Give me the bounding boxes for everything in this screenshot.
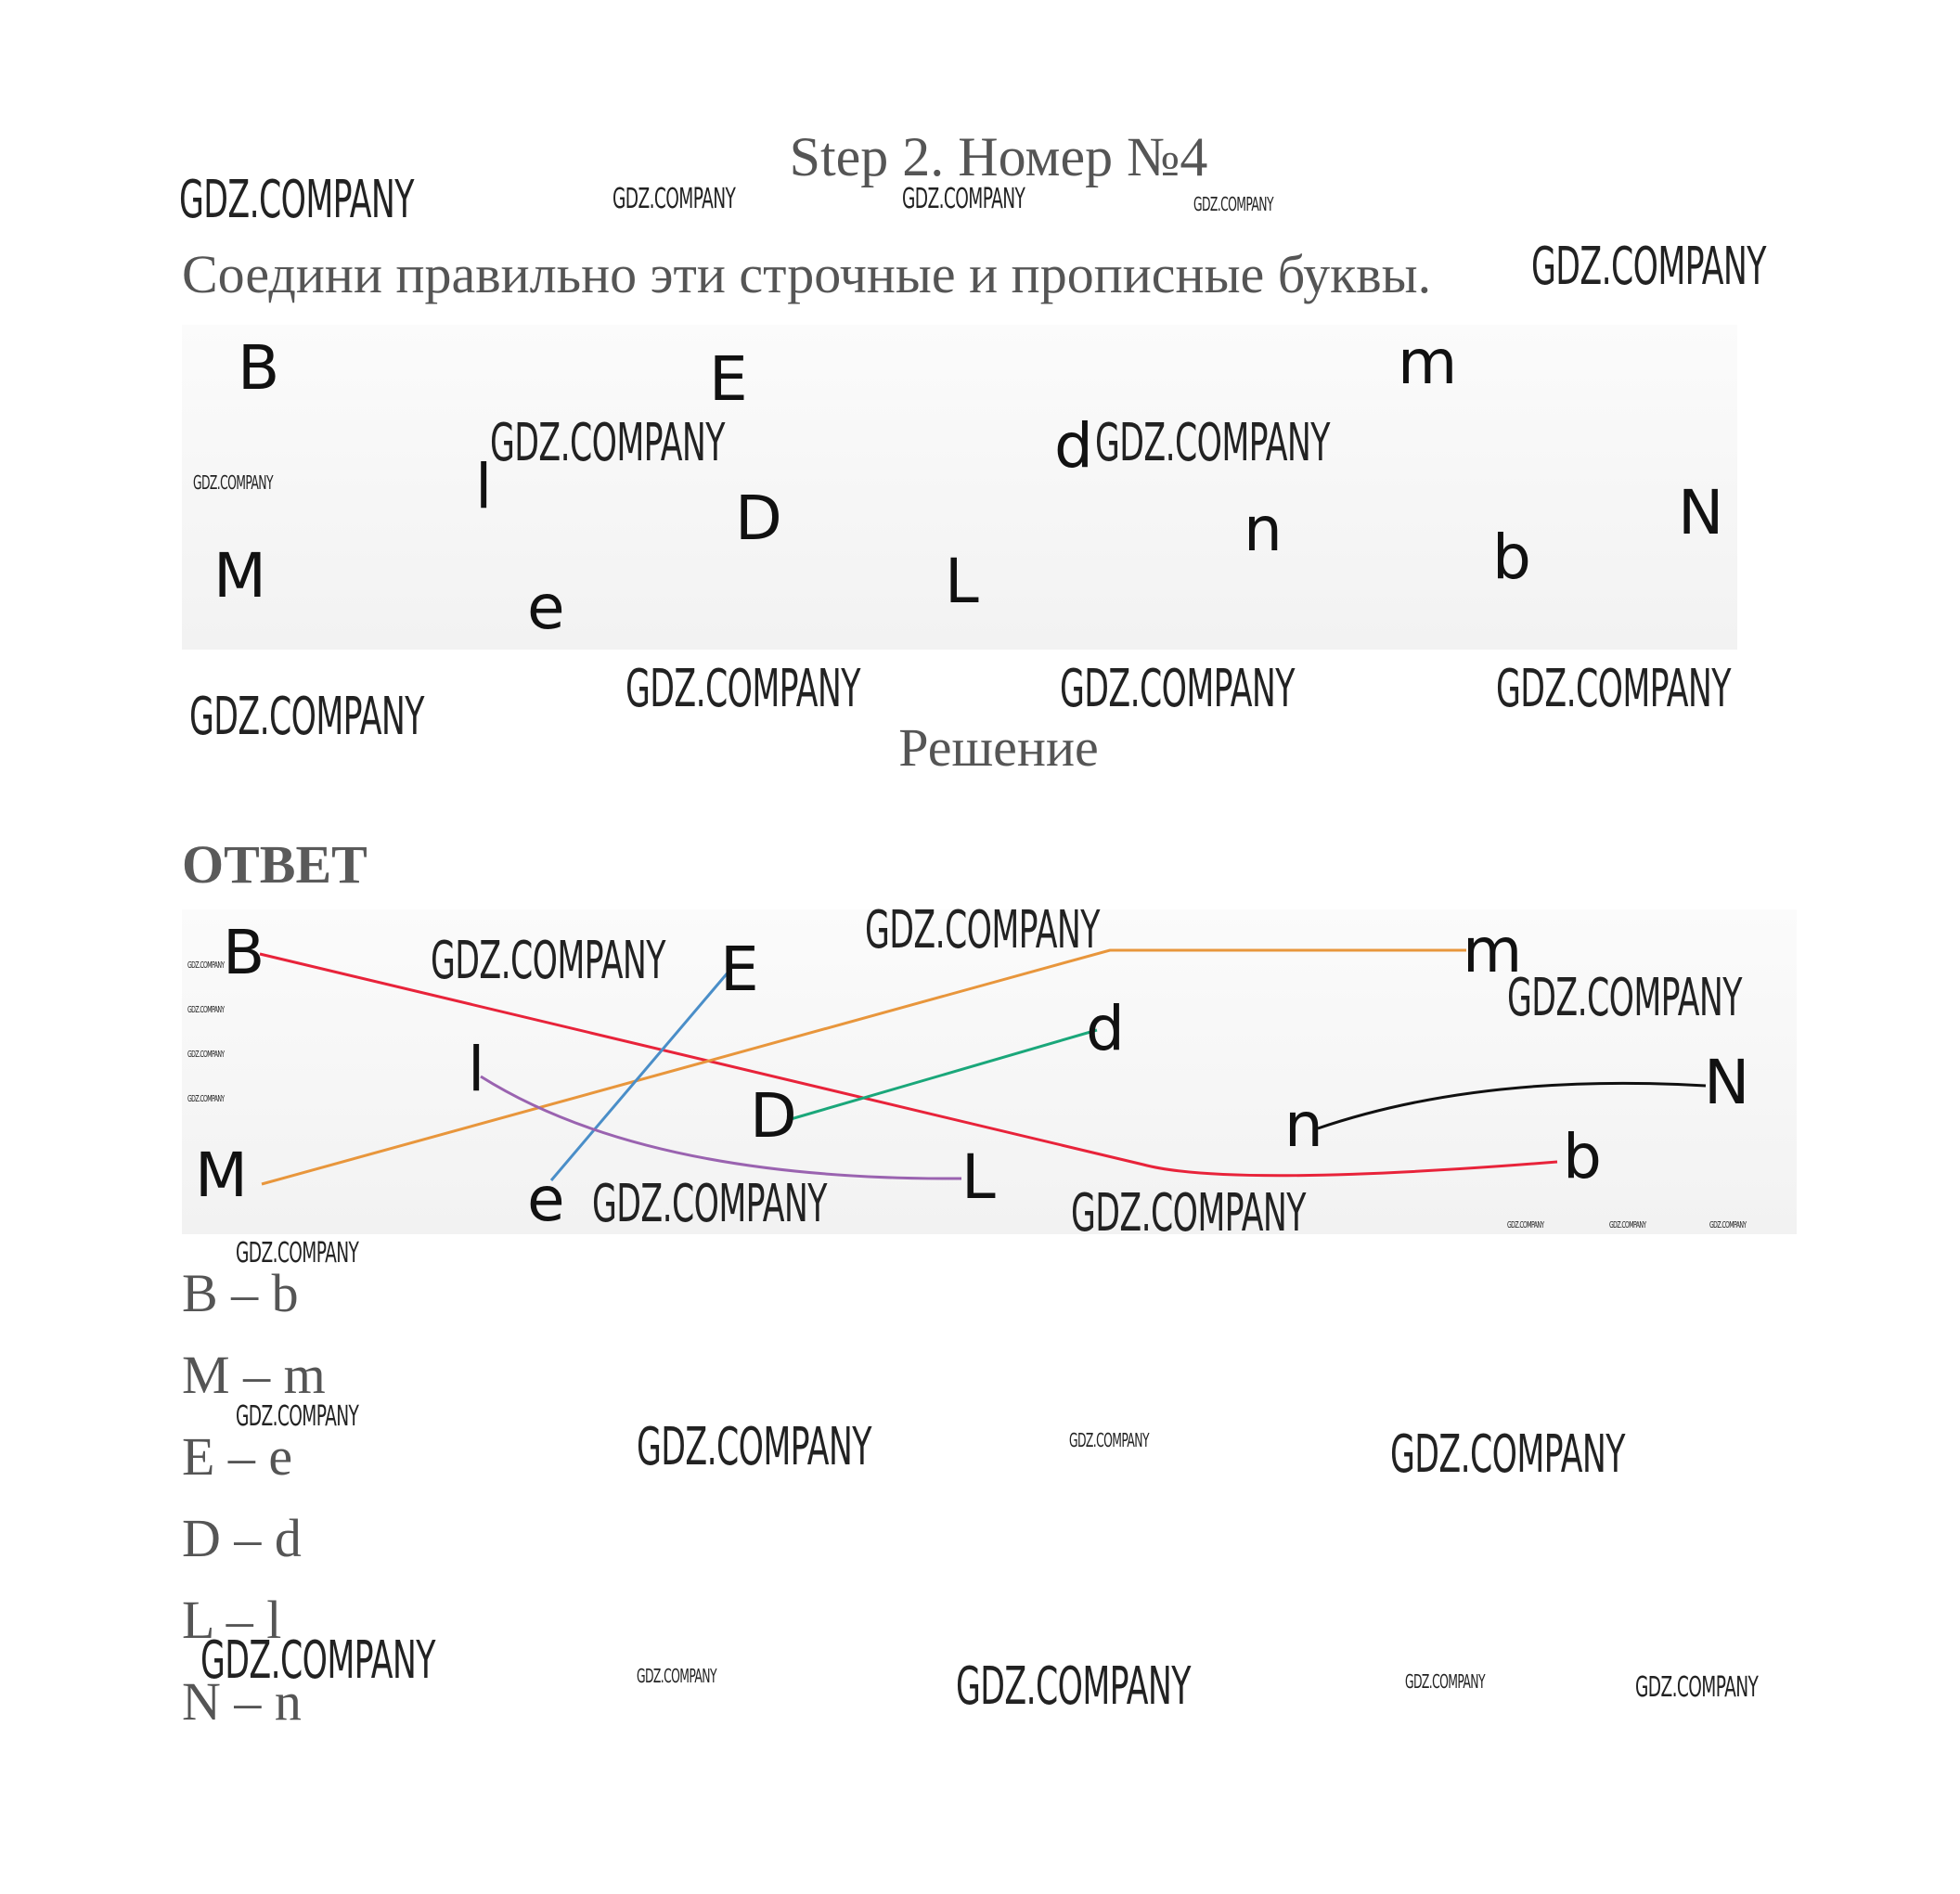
watermark: GDZ.COMPANY <box>431 931 665 991</box>
watermark: GDZ.COMPANY <box>1069 1429 1149 1451</box>
answer-pair: L – l <box>182 1590 282 1650</box>
letter-B: B <box>238 332 280 404</box>
answer-letter-m: m <box>1463 915 1523 986</box>
watermark: GDZ.COMPANY <box>1531 237 1766 297</box>
page-title: Step 2. Номер №4 <box>789 126 1208 187</box>
watermark: GDZ.COMPANY <box>1507 968 1742 1028</box>
letter-L: L <box>945 546 979 617</box>
watermark: GDZ.COMPANY <box>236 1400 359 1433</box>
watermark: GDZ.COMPANY <box>187 1094 225 1104</box>
watermark: GDZ.COMPANY <box>1060 659 1295 719</box>
solution-heading: Решение <box>898 717 1099 778</box>
watermark: GDZ.COMPANY <box>1095 413 1330 473</box>
watermark: GDZ.COMPANY <box>490 413 725 473</box>
answer-pair: M – m <box>182 1345 326 1405</box>
watermark: GDZ.COMPANY <box>187 1005 225 1015</box>
letter-b: b <box>1492 522 1531 593</box>
watermark: GDZ.COMPANY <box>1405 1670 1485 1693</box>
letter-l: l <box>475 451 493 522</box>
watermark: GDZ.COMPANY <box>902 183 1025 215</box>
exercise-letters-panel <box>182 325 1737 650</box>
line-D-d <box>791 1030 1097 1119</box>
answer-letter-e: e <box>527 1164 565 1234</box>
watermark: GDZ.COMPANY <box>1390 1424 1625 1485</box>
answer-letter-b: b <box>1563 1121 1602 1192</box>
letter-e: e <box>527 572 565 643</box>
letter-n: n <box>1244 494 1283 565</box>
answer-letter-n: n <box>1284 1089 1323 1161</box>
answer-letter-B: B <box>223 917 265 988</box>
line-N-n <box>1318 1083 1706 1128</box>
answer-letter-E: E <box>720 934 759 1005</box>
answer-pair: B – b <box>182 1263 299 1323</box>
watermark: GDZ.COMPANY <box>187 1050 225 1060</box>
watermark: GDZ.COMPANY <box>187 960 225 971</box>
task-instruction: Соедини правильно эти строчные и прописные буквы. <box>182 244 1432 304</box>
watermark: GDZ.COMPANY <box>625 659 860 719</box>
answer-letter-l: l <box>468 1034 485 1105</box>
answer-pair: D – d <box>182 1508 302 1568</box>
answer-letter-d: d <box>1086 993 1125 1064</box>
answer-letter-M: M <box>195 1140 248 1211</box>
watermark: GDZ.COMPANY <box>1635 1671 1759 1704</box>
watermark: GDZ.COMPANY <box>612 183 736 215</box>
answer-letter-L: L <box>961 1141 996 1213</box>
watermark: GDZ.COMPANY <box>193 471 273 494</box>
watermark: GDZ.COMPANY <box>200 1630 435 1691</box>
watermark: GDZ.COMPANY <box>1507 1220 1544 1230</box>
letter-E: E <box>709 343 748 415</box>
line-E-e <box>551 971 729 1180</box>
letter-M: M <box>213 540 266 612</box>
watermark: GDZ.COMPANY <box>179 170 414 230</box>
watermark: GDZ.COMPANY <box>637 1665 716 1687</box>
watermark: GDZ.COMPANY <box>1071 1183 1306 1243</box>
watermark: GDZ.COMPANY <box>1193 193 1273 215</box>
watermark: GDZ.COMPANY <box>956 1656 1191 1717</box>
answer-letter-N: N <box>1704 1047 1750 1118</box>
watermark: GDZ.COMPANY <box>592 1174 827 1234</box>
watermark: GDZ.COMPANY <box>1709 1220 1747 1230</box>
watermark: GDZ.COMPANY <box>637 1417 871 1477</box>
answer-heading: ОТВЕТ <box>182 834 368 895</box>
letter-m: m <box>1398 327 1458 398</box>
watermark: GDZ.COMPANY <box>1609 1220 1646 1230</box>
answer-pair: N – n <box>182 1671 302 1732</box>
watermark: GDZ.COMPANY <box>865 900 1100 960</box>
watermark: GDZ.COMPANY <box>1496 659 1731 719</box>
answer-letter-D: D <box>750 1080 797 1152</box>
letter-d: d <box>1054 410 1093 482</box>
letter-D: D <box>735 483 782 554</box>
watermark: GDZ.COMPANY <box>236 1237 359 1269</box>
watermark: GDZ.COMPANY <box>189 687 424 747</box>
letter-N: N <box>1678 477 1724 548</box>
answer-pair: E – e <box>182 1426 293 1487</box>
